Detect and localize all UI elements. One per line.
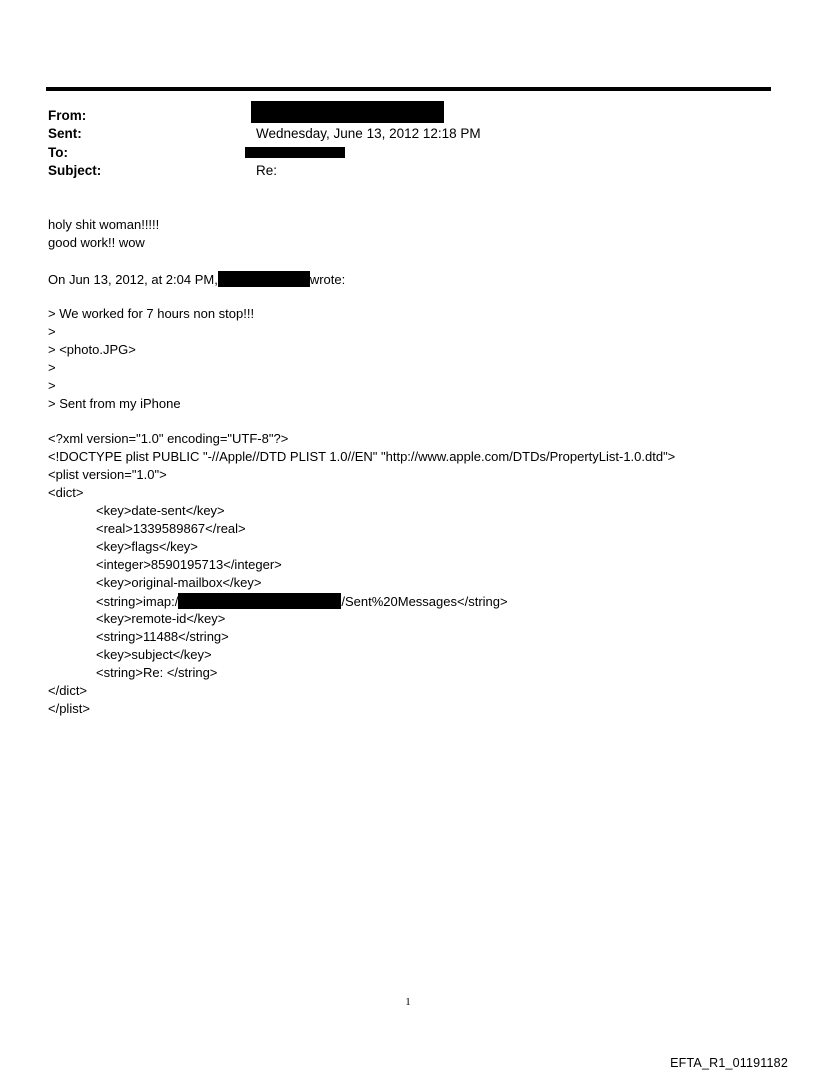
plist-entry-mailbox [96, 593, 508, 610]
quoted-line: > [48, 324, 56, 339]
bates-number: EFTA_R1_01191182 [670, 1056, 788, 1070]
subject-value: Re: [256, 163, 278, 178]
plist-xml-declaration: <?xml version="1.0" encoding="UTF-8"?> [48, 431, 289, 446]
dict-open-tag: <dict> [48, 485, 84, 500]
sent-label: Sent: [48, 126, 82, 141]
body-line-1: holy shit woman!!!!! [48, 217, 160, 232]
quoted-line: > Sent from my iPhone [48, 396, 181, 411]
plist-entry: <key>date-sent</key> [96, 503, 225, 518]
quote-intro [48, 271, 345, 288]
plist-entry: <integer>8590195713</integer> [96, 557, 282, 572]
plist-entry: <string>11488</string> [96, 629, 229, 644]
plist-entry: <key>subject</key> [96, 647, 212, 662]
subject-label: Subject: [48, 163, 102, 178]
quoted-line: > [48, 360, 56, 375]
body-line-2: good work!! wow [48, 235, 145, 250]
dict-close-tag: </dict> [48, 683, 88, 698]
quoted-line: > We worked for 7 hours non stop!!! [48, 306, 255, 321]
mailbox-prefix: <string>imap:/ [96, 594, 179, 609]
plist-open-tag: <plist version="1.0"> [48, 467, 167, 482]
quoted-line: > <photo.JPG> [48, 342, 136, 357]
sent-value: Wednesday, June 13, 2012 12:18 PM [256, 126, 481, 141]
quoted-line: > [48, 378, 56, 393]
page-number: 1 [405, 996, 411, 1008]
from-redaction [251, 101, 444, 123]
to-redaction [245, 147, 345, 158]
plist-entry: <string>Re: </string> [96, 665, 218, 680]
quote-intro-prefix: On Jun 13, 2012, at 2:04 PM, [48, 272, 218, 287]
plist-entry: <key>flags</key> [96, 539, 198, 554]
mailbox-suffix: /Sent%20Messages</string> [341, 594, 508, 609]
quote-intro-suffix: wrote: [309, 272, 346, 287]
plist-doctype: <!DOCTYPE plist PUBLIC "-//Apple//DTD PLIST 1.0//EN" "http://www.apple.com/DTDs/PropertyList-1.0.dtd"> [48, 449, 676, 464]
plist-entry: <real>1339589867</real> [96, 521, 246, 536]
mailbox-redaction [178, 593, 341, 609]
sender-redaction [218, 271, 310, 287]
header-rule [46, 87, 771, 91]
to-label: To: [48, 145, 68, 160]
plist-entry: <key>remote-id</key> [96, 611, 226, 626]
plist-close-tag: </plist> [48, 701, 90, 716]
plist-entry: <key>original-mailbox</key> [96, 575, 262, 590]
from-label: From: [48, 108, 87, 123]
